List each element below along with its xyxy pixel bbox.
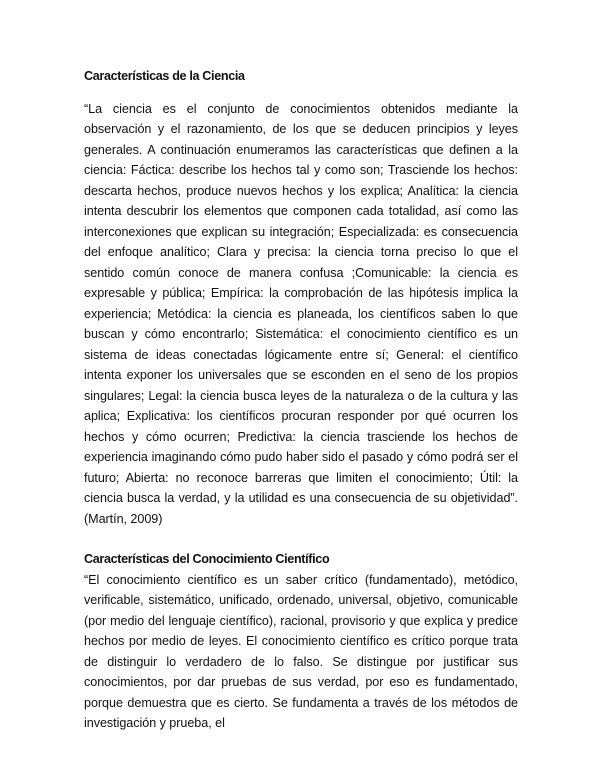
section-heading-conocimiento-cientifico: Características del Conocimiento Científico bbox=[84, 552, 330, 566]
paragraph-ciencia: “La ciencia es el conjunto de conocimientos obtenidos mediante la observación y el razonamiento, de los que se deducen principios y leyes generales. A continuación enumeramos las características que definen a la ciencia: Fáctica: describe los hechos tal y como son; Trasciende los hechos: descarta hechos, produce nuevos hechos y los explica; Analítica: la ciencia intenta descubrir los elementos que componen cada totalidad, así como las interconexiones que explican su integración; Especializada: es consecuencia del enfoque analítico; Clara y precisa: la ciencia torna preciso lo que el sentido común conoce de manera confusa ;Comunicable: la ciencia es expresable y pública; Empírica: la comprobación de las hipótesis implica la experiencia; Metódica: la ciencia es planeada, los científicos saben lo que buscan y cómo encontrarlo; Sistemática: el conocimiento científico es un sistema de ideas conectadas lógicamente entre sí; General: el científico intenta exponer los universales que se esconden en el seno de los propios singulares; Legal: la ciencia busca leyes de la naturaleza o de la cultura y las aplica; Explicativa: los científicos procuran responder por qué ocurren los hechos y cómo ocurren; Predictiva: la ciencia trasciende los hechos de experiencia imaginando cómo pudo haber sido el pasado y cómo podrá ser el futuro; Abierta: no reconoce barreras que limiten el conocimiento; Útil: la ciencia busca la verdad, y la utilidad es una consecuencia de su objetividad”. (Martín, 2009) bbox=[84, 101, 518, 526]
document-body bbox=[84, 66, 518, 734]
paragraph-conocimiento-cientifico: “El conocimiento científico es un saber crítico (fundamentado), metódico, verificable, sistemático, unificado, ordenado, universal, objetivo, comunicable (por medio del lenguaje científico), racional, provisorio y que explica y predice hechos por medio de leyes. El conocimiento científico es crítico porque trata de distinguir lo verdadero de lo falso. Se distingue por justificar sus conocimientos, por dar pruebas de sus verdad, por eso es fundamentado, porque demuestra que es cierto. Se fundamenta a través de los métodos de investigación y prueba, el bbox=[84, 572, 518, 730]
section-heading-ciencia: Características de la Ciencia bbox=[84, 69, 245, 83]
